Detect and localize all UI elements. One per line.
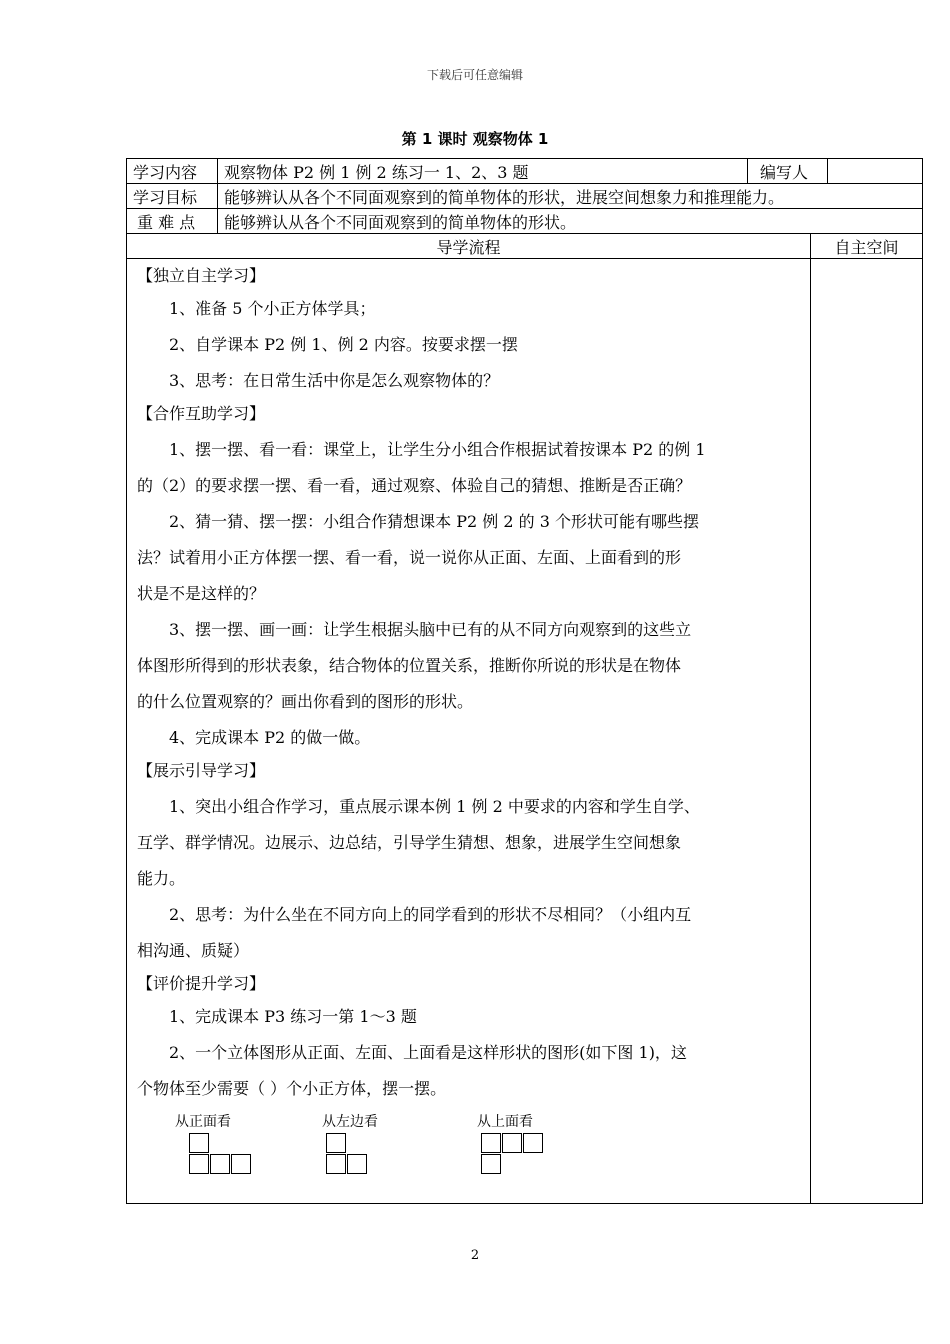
left-view-shape xyxy=(322,1133,372,1177)
author-value xyxy=(828,159,923,184)
text-line: 2、一个立体图形从正面、左面、上面看是这样形状的图形(如下图 1)，这 xyxy=(169,1043,687,1062)
content-label: 学习内容 xyxy=(127,159,218,184)
front-view xyxy=(175,1111,245,1177)
view-diagrams xyxy=(137,1107,800,1187)
square xyxy=(502,1133,522,1153)
front-view-shape xyxy=(175,1133,245,1177)
section-heading: 【展示引导学习】 xyxy=(137,761,266,780)
goal-value: 能够辨认从各个不同面观察到的简单物体的形状，进展空间想象力和推理能力。 xyxy=(218,184,923,209)
text-line: 的什么位置观察的？画出你看到的图形的形状。 xyxy=(137,692,474,711)
text-line: 1、完成课本 P3 练习一第 1～3 题 xyxy=(169,1007,417,1026)
goal-label: 学习目标 xyxy=(127,184,218,209)
text-line: 状是不是这样的？ xyxy=(137,584,266,603)
left-view-label: 从左边看 xyxy=(322,1114,378,1130)
top-view-label: 从上面看 xyxy=(477,1114,533,1130)
key-label: 重 难 点 xyxy=(127,209,218,234)
text-line: 相沟通、质疑） xyxy=(137,941,250,960)
lesson-title: 第 1 课时 观察物体 1 xyxy=(401,130,549,148)
author-label: 编写人 xyxy=(748,159,828,184)
text-line: 3、思考：在日常生活中你是怎么观察物体的？ xyxy=(169,371,500,390)
text-line: 个物体至少需要（ ）个小正方体，摆一摆。 xyxy=(137,1079,447,1098)
text-line: 体图形所得到的形状表象，结合物体的位置关系，推断你所说的形状是在物体 xyxy=(137,656,682,675)
square xyxy=(189,1154,209,1174)
column-header-row xyxy=(127,234,923,259)
body-row xyxy=(127,259,923,1204)
flow-body xyxy=(127,259,811,1204)
top-view-shape xyxy=(477,1133,547,1177)
section-heading: 【合作互助学习】 xyxy=(137,404,266,423)
text-line: 3、摆一摆、画一画：让学生根据头脑中已有的从不同方向观察到的这些立 xyxy=(169,620,692,639)
text-line: 4、完成课本 P2 的做一做。 xyxy=(169,728,371,747)
text-line: 2、自学课本 P2 例 1、例 2 内容。按要求摆一摆 xyxy=(169,335,518,354)
square xyxy=(523,1133,543,1153)
front-view-label: 从正面看 xyxy=(175,1114,231,1130)
square xyxy=(210,1154,230,1174)
flow-header: 导学流程 xyxy=(127,234,811,259)
square xyxy=(326,1133,346,1153)
space-header: 自主空间 xyxy=(811,234,923,259)
square xyxy=(481,1154,501,1174)
text-line: 能力。 xyxy=(137,869,186,888)
page-number: 2 xyxy=(470,1248,480,1263)
text-line: 1、突出小组合作学习，重点展示课本例 1 例 2 中要求的内容和学生自学、 xyxy=(169,797,700,816)
key-value: 能够辨认从各个不同面观察到的简单物体的形状。 xyxy=(218,209,923,234)
flow-content xyxy=(127,259,810,1187)
key-row xyxy=(127,209,923,234)
left-view xyxy=(322,1111,378,1177)
text-line: 2、猜一猜、摆一摆：小组合作猜想课本 P2 例 2 的 3 个形状可能有哪些摆 xyxy=(169,512,700,531)
content-row xyxy=(127,159,923,184)
text-line: 法？试着用小正方体摆一摆、看一看，说一说你从正面、左面、上面看到的形 xyxy=(137,548,682,567)
goal-row xyxy=(127,184,923,209)
square xyxy=(347,1154,367,1174)
text-line: 1、准备 5 个小正方体学具； xyxy=(169,299,376,318)
square xyxy=(326,1154,346,1174)
content-value: 观察物体 P2 例 1 例 2 练习一 1、2、3 题 xyxy=(218,159,748,184)
square xyxy=(231,1154,251,1174)
square xyxy=(189,1133,209,1153)
section-heading: 【独立自主学习】 xyxy=(137,266,266,285)
lesson-table xyxy=(126,158,923,1204)
text-line: 1、摆一摆、看一看：课堂上，让学生分小组合作根据试着按课本 P2 的例 1 xyxy=(169,440,706,459)
section-heading: 【评价提升学习】 xyxy=(137,974,266,993)
text-line: 的（2）的要求摆一摆、看一看，通过观察、体验自己的猜想、推断是否正确？ xyxy=(137,476,692,495)
top-view xyxy=(477,1111,547,1177)
space-body xyxy=(811,259,923,1204)
text-line: 互学、群学情况。边展示、边总结，引导学生猜想、想象，进展学生空间想象 xyxy=(137,833,682,852)
square xyxy=(481,1133,501,1153)
text-line: 2、思考：为什么坐在不同方向上的同学看到的形状不尽相同？（小组内互 xyxy=(169,905,692,924)
header-note: 下载后可任意编辑 xyxy=(426,68,523,82)
